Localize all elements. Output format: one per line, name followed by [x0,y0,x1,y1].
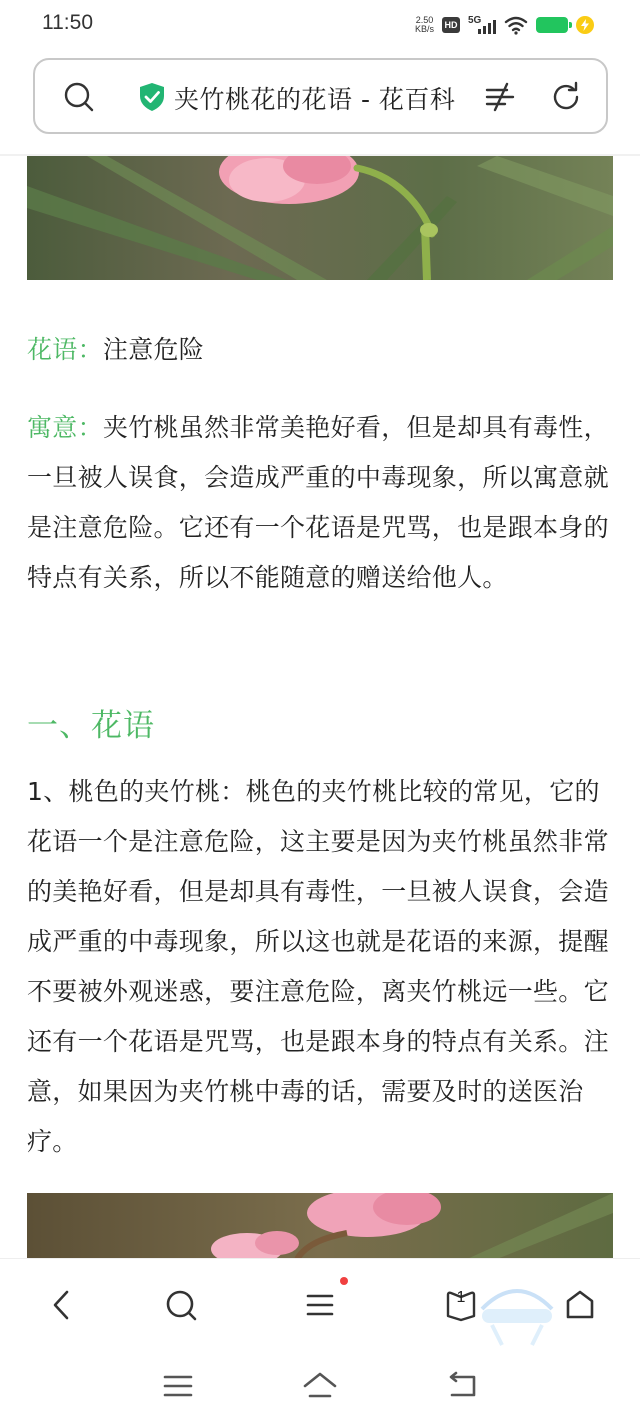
wifi-icon [504,15,528,35]
notification-dot [340,1277,348,1285]
page-title[interactable]: 夹竹桃花的花语 - 花百科 [174,85,456,114]
search-icon[interactable] [63,81,95,113]
tab-count[interactable]: 1 [456,1289,466,1306]
home-icon[interactable] [560,1285,600,1325]
status-icons [415,12,594,38]
meaning-paragraph [27,403,617,603]
battery-icon [536,17,568,33]
search-icon[interactable] [161,1285,201,1325]
network-speed [415,16,434,34]
reader-mode-icon[interactable] [483,80,517,114]
section-paragraph: 1、桃色的夹竹桃：桃色的夹竹桃比较的常见，它的花语一个是注意危险，这主要是因为夹竹桃虽然非常的美艳好看，但是却具有毒性，一旦被人误食，会造成严重的中毒现象，所以这也就是花语的来源，提醒不要被外观迷惑，要注意危险，离夹竹桃远一些。它还有一个花语是咒骂，也是跟本身的特点有关系。注意，如果因为夹竹桃中毒的话，需要及时的送医治疗。 [27,777,609,1156]
network-type-label: 5G [468,15,482,26]
back-nav-icon[interactable] [444,1368,480,1404]
secure-shield-icon[interactable] [137,82,167,112]
watermark-icon [472,1279,562,1351]
flower-language-label: 花语： [27,335,103,364]
browser-toolbar [0,1258,640,1350]
network-speed-value: 2.50 [415,15,434,25]
status-bar [0,0,640,50]
signal-icon [468,15,496,35]
reload-icon[interactable] [549,80,583,114]
home-nav-icon[interactable] [302,1368,338,1404]
status-time: 11:50 [42,11,93,34]
oleander-photo [27,156,613,280]
meaning-text: 夹竹桃虽然非常美艳好看，但是却具有毒性，一旦被人误食，会造成严重的中毒现象，所以寓意就是注意危险。它还有一个花语是咒骂，也是跟本身的特点有关系，所以不能随意的赠送给他人。 [27,413,609,592]
back-icon[interactable] [42,1285,82,1325]
flower-language-value: 注意危险 [102,335,205,364]
menu-icon[interactable] [300,1285,340,1325]
flower-language-line [27,325,617,375]
oleander-photo-2 [27,1193,613,1259]
hd-icon: HD [442,17,460,33]
address-bar[interactable] [33,58,608,134]
section-heading: 一、花语 [27,708,155,744]
network-speed-unit: KB/s [414,24,434,34]
system-navigation-bar [0,1350,640,1422]
charging-icon [576,16,594,34]
meaning-label: 寓意： [27,413,103,442]
recent-apps-icon[interactable] [160,1368,196,1404]
